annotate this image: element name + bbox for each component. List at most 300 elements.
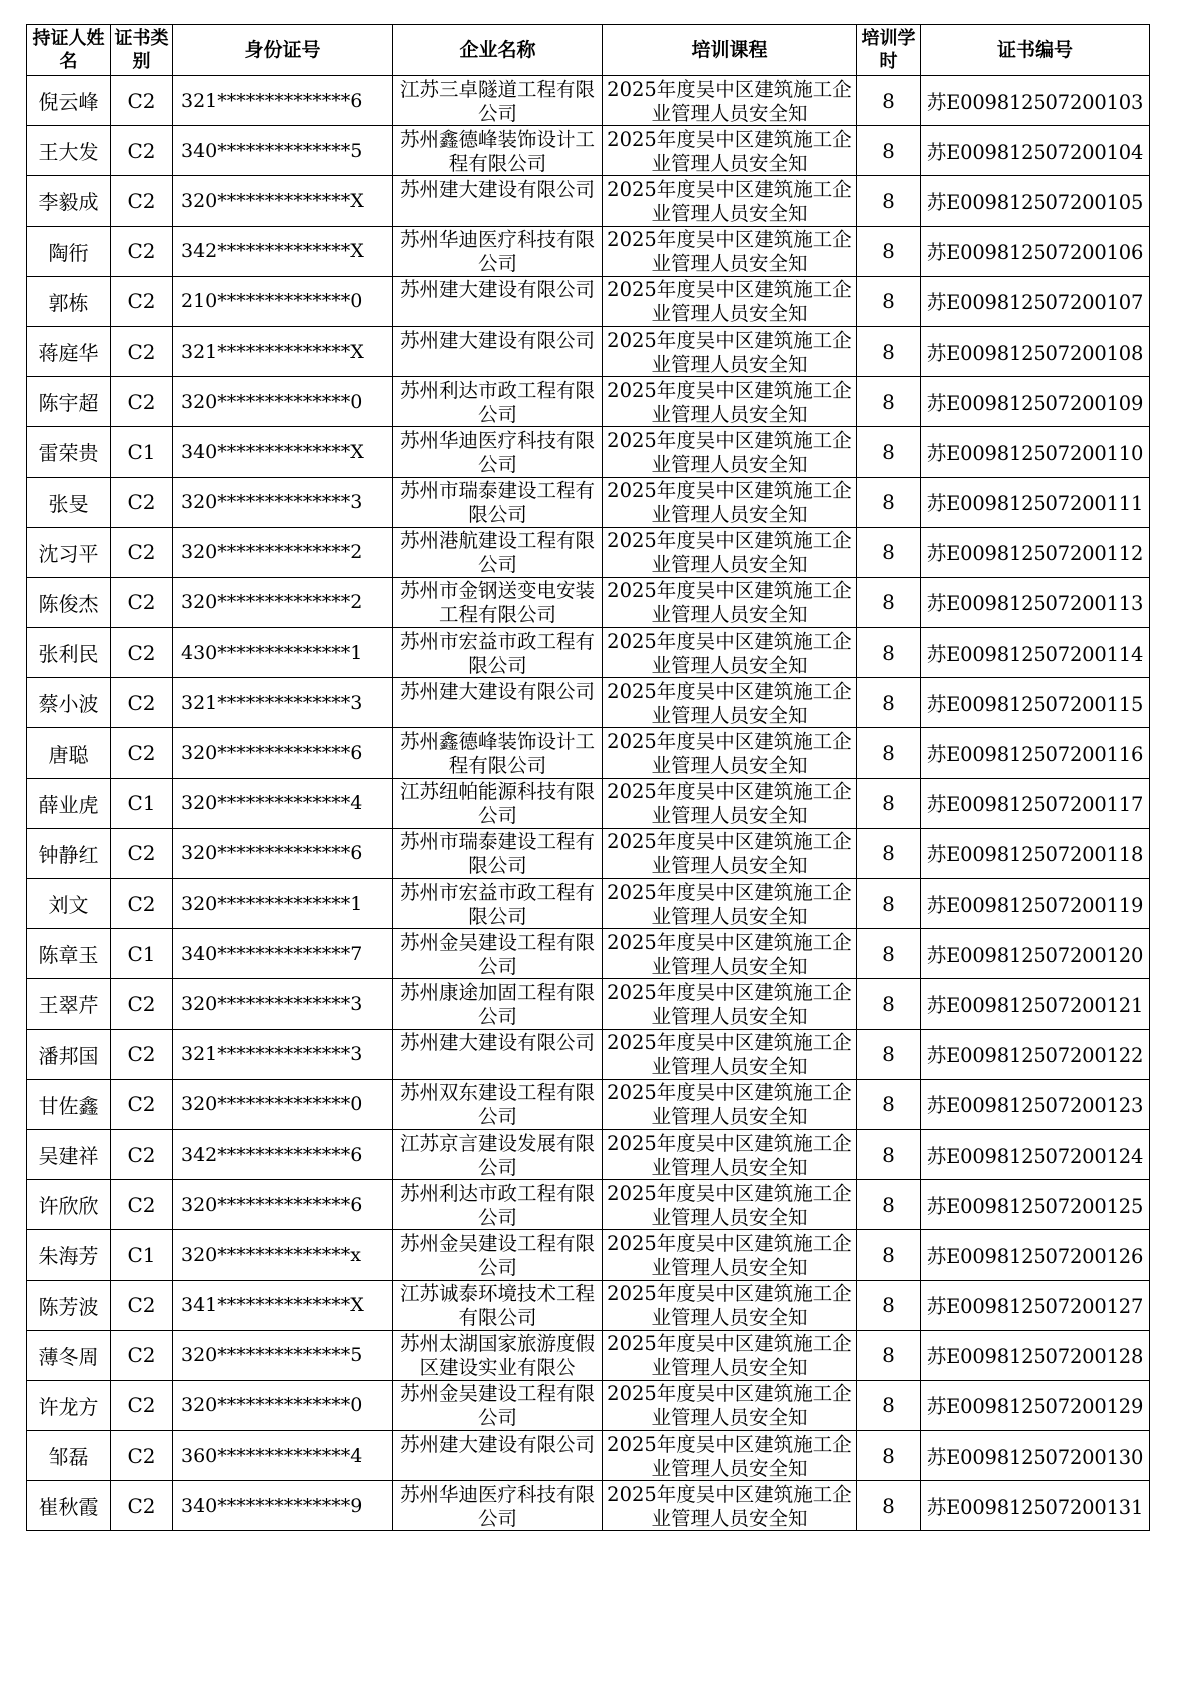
cell-id: 342**************X bbox=[173, 226, 393, 276]
table-row bbox=[27, 276, 1150, 326]
cell-company-text: 苏州建大建设有限公司 bbox=[399, 679, 595, 703]
cell-name: 潘邦国 bbox=[27, 1029, 111, 1079]
cell-course bbox=[603, 1330, 857, 1380]
cell-course bbox=[603, 979, 857, 1029]
table-row bbox=[27, 126, 1150, 176]
cell-type: C2 bbox=[111, 1029, 173, 1079]
cell-cert: 苏E009812507200103 bbox=[921, 76, 1150, 126]
cell-company bbox=[393, 76, 603, 126]
cell-hours: 8 bbox=[857, 1029, 921, 1079]
cell-course bbox=[603, 276, 857, 326]
cell-course-text: 2025年度吴中区建筑施工企业管理人员安全知 bbox=[607, 127, 852, 175]
cell-id: 360**************4 bbox=[173, 1431, 393, 1481]
cell-name: 张利民 bbox=[27, 628, 111, 678]
cell-name: 唐聪 bbox=[27, 728, 111, 778]
cell-company bbox=[393, 628, 603, 678]
cell-hours: 8 bbox=[857, 778, 921, 828]
cell-cert: 苏E009812507200117 bbox=[921, 778, 1150, 828]
cell-id: 342**************6 bbox=[173, 1129, 393, 1179]
cell-company bbox=[393, 778, 603, 828]
cell-course-text: 2025年度吴中区建筑施工企业管理人员安全知 bbox=[607, 1131, 852, 1179]
cell-company bbox=[393, 1380, 603, 1430]
cell-id: 320**************6 bbox=[173, 728, 393, 778]
cell-type: C2 bbox=[111, 326, 173, 376]
cell-cert: 苏E009812507200104 bbox=[921, 126, 1150, 176]
cell-course bbox=[603, 76, 857, 126]
table-row bbox=[27, 1029, 1150, 1079]
cell-hours: 8 bbox=[857, 628, 921, 678]
cell-type: C2 bbox=[111, 879, 173, 929]
cell-company bbox=[393, 828, 603, 878]
cell-course-text: 2025年度吴中区建筑施工企业管理人员安全知 bbox=[607, 1081, 852, 1129]
cell-company bbox=[393, 226, 603, 276]
cell-id: 320**************5 bbox=[173, 1330, 393, 1380]
header-cert: 证书编号 bbox=[921, 25, 1150, 76]
cell-company-text: 苏州金吴建设工程有限公司 bbox=[399, 1231, 595, 1279]
cell-company bbox=[393, 1431, 603, 1481]
cell-name: 李毅成 bbox=[27, 176, 111, 226]
cell-type: C2 bbox=[111, 1431, 173, 1481]
cell-id: 320**************3 bbox=[173, 477, 393, 527]
cell-company-text: 苏州建大建设有限公司 bbox=[399, 278, 595, 302]
cell-company-text: 苏州双东建设工程有限公司 bbox=[399, 1081, 595, 1129]
cell-course bbox=[603, 728, 857, 778]
cell-company-text: 苏州华迪医疗科技有限公司 bbox=[399, 1482, 595, 1530]
cell-name: 蒋庭华 bbox=[27, 326, 111, 376]
cell-name: 吴建祥 bbox=[27, 1129, 111, 1179]
cell-cert: 苏E009812507200116 bbox=[921, 728, 1150, 778]
cell-hours: 8 bbox=[857, 176, 921, 226]
cell-company-text: 苏州市宏益市政工程有限公司 bbox=[399, 629, 595, 677]
table-row bbox=[27, 577, 1150, 627]
cell-name: 刘文 bbox=[27, 879, 111, 929]
cell-cert: 苏E009812507200109 bbox=[921, 377, 1150, 427]
header-name: 持证人姓名 bbox=[27, 25, 111, 76]
cell-hours: 8 bbox=[857, 377, 921, 427]
table-row bbox=[27, 828, 1150, 878]
cell-company-text: 苏州金吴建设工程有限公司 bbox=[399, 1382, 595, 1430]
cell-hours: 8 bbox=[857, 929, 921, 979]
cell-id: 340**************5 bbox=[173, 126, 393, 176]
cell-id: 210**************0 bbox=[173, 276, 393, 326]
cell-id: 321**************6 bbox=[173, 76, 393, 126]
table-row bbox=[27, 377, 1150, 427]
cell-id: 320**************x bbox=[173, 1230, 393, 1280]
cell-type: C2 bbox=[111, 377, 173, 427]
cell-name: 薄冬周 bbox=[27, 1330, 111, 1380]
cell-hours: 8 bbox=[857, 1079, 921, 1129]
cell-company-text: 苏州市瑞泰建设工程有限公司 bbox=[399, 479, 595, 527]
table-row bbox=[27, 326, 1150, 376]
cell-course-text: 2025年度吴中区建筑施工企业管理人员安全知 bbox=[607, 830, 852, 878]
cell-cert: 苏E009812507200105 bbox=[921, 176, 1150, 226]
cell-hours: 8 bbox=[857, 1129, 921, 1179]
cell-id: 320**************3 bbox=[173, 979, 393, 1029]
cell-name: 陈章玉 bbox=[27, 929, 111, 979]
cell-company bbox=[393, 879, 603, 929]
cell-id: 320**************0 bbox=[173, 1380, 393, 1430]
cell-company-text: 江苏纽帕能源科技有限公司 bbox=[399, 780, 595, 828]
certificate-table bbox=[26, 24, 1150, 1531]
table-row bbox=[27, 477, 1150, 527]
cell-company bbox=[393, 728, 603, 778]
cell-company bbox=[393, 1180, 603, 1230]
cell-hours: 8 bbox=[857, 276, 921, 326]
cell-cert: 苏E009812507200118 bbox=[921, 828, 1150, 878]
table-row bbox=[27, 1079, 1150, 1129]
cell-course bbox=[603, 326, 857, 376]
cell-name: 甘佐鑫 bbox=[27, 1079, 111, 1129]
cell-hours: 8 bbox=[857, 527, 921, 577]
cell-cert: 苏E009812507200113 bbox=[921, 577, 1150, 627]
cell-company bbox=[393, 1129, 603, 1179]
cell-company bbox=[393, 176, 603, 226]
cell-id: 320**************6 bbox=[173, 828, 393, 878]
cell-course-text: 2025年度吴中区建筑施工企业管理人员安全知 bbox=[607, 177, 852, 225]
cell-id: 320**************0 bbox=[173, 1079, 393, 1129]
cell-type: C2 bbox=[111, 728, 173, 778]
cell-hours: 8 bbox=[857, 126, 921, 176]
cell-company-text: 苏州鑫德峰装饰设计工程有限公司 bbox=[399, 730, 595, 778]
table-row bbox=[27, 1380, 1150, 1430]
cell-cert: 苏E009812507200108 bbox=[921, 326, 1150, 376]
cell-company-text: 苏州利达市政工程有限公司 bbox=[399, 378, 595, 426]
cell-course bbox=[603, 1029, 857, 1079]
cell-id: 321**************3 bbox=[173, 1029, 393, 1079]
cell-type: C2 bbox=[111, 477, 173, 527]
cell-course-text: 2025年度吴中区建筑施工企业管理人员安全知 bbox=[607, 930, 852, 978]
cell-type: C2 bbox=[111, 1330, 173, 1380]
cell-cert: 苏E009812507200112 bbox=[921, 527, 1150, 577]
cell-type: C2 bbox=[111, 1129, 173, 1179]
cell-company bbox=[393, 377, 603, 427]
cell-company-text: 苏州金吴建设工程有限公司 bbox=[399, 930, 595, 978]
cell-name: 邹磊 bbox=[27, 1431, 111, 1481]
cell-course-text: 2025年度吴中区建筑施工企业管理人员安全知 bbox=[607, 780, 852, 828]
cell-company bbox=[393, 1481, 603, 1531]
cell-type: C2 bbox=[111, 276, 173, 326]
cell-course-text: 2025年度吴中区建筑施工企业管理人员安全知 bbox=[607, 1382, 852, 1430]
cell-company bbox=[393, 326, 603, 376]
cell-course-text: 2025年度吴中区建筑施工企业管理人员安全知 bbox=[607, 328, 852, 376]
cell-course bbox=[603, 176, 857, 226]
cell-type: C2 bbox=[111, 1280, 173, 1330]
cell-company bbox=[393, 929, 603, 979]
cell-company bbox=[393, 477, 603, 527]
cell-course-text: 2025年度吴中区建筑施工企业管理人员安全知 bbox=[607, 428, 852, 476]
cell-id: 340**************9 bbox=[173, 1481, 393, 1531]
cell-name: 陈芳波 bbox=[27, 1280, 111, 1330]
cell-course bbox=[603, 828, 857, 878]
cell-company-text: 江苏三卓隧道工程有限公司 bbox=[399, 77, 595, 125]
cell-name: 张旻 bbox=[27, 477, 111, 527]
cell-course bbox=[603, 1079, 857, 1129]
cell-company-text: 苏州鑫德峰装饰设计工程有限公司 bbox=[399, 127, 595, 175]
cell-course-text: 2025年度吴中区建筑施工企业管理人员安全知 bbox=[607, 529, 852, 577]
cell-company-text: 苏州康途加固工程有限公司 bbox=[399, 980, 595, 1028]
cell-name: 沈习平 bbox=[27, 527, 111, 577]
cell-type: C2 bbox=[111, 1380, 173, 1430]
cell-cert: 苏E009812507200124 bbox=[921, 1129, 1150, 1179]
cell-company bbox=[393, 577, 603, 627]
cell-id: 320**************6 bbox=[173, 1180, 393, 1230]
cell-company-text: 苏州华迪医疗科技有限公司 bbox=[399, 428, 595, 476]
cell-cert: 苏E009812507200129 bbox=[921, 1380, 1150, 1430]
cell-course bbox=[603, 226, 857, 276]
table-row bbox=[27, 778, 1150, 828]
cell-name: 王大发 bbox=[27, 126, 111, 176]
cell-hours: 8 bbox=[857, 326, 921, 376]
table-row bbox=[27, 1180, 1150, 1230]
cell-name: 陶衎 bbox=[27, 226, 111, 276]
cell-course-text: 2025年度吴中区建筑施工企业管理人员安全知 bbox=[607, 1432, 852, 1480]
cell-cert: 苏E009812507200128 bbox=[921, 1330, 1150, 1380]
table-row bbox=[27, 1330, 1150, 1380]
table-row bbox=[27, 527, 1150, 577]
cell-course bbox=[603, 1180, 857, 1230]
cell-company bbox=[393, 1330, 603, 1380]
header-type: 证书类别 bbox=[111, 25, 173, 76]
cell-id: 340**************X bbox=[173, 427, 393, 477]
cell-cert: 苏E009812507200119 bbox=[921, 879, 1150, 929]
cell-hours: 8 bbox=[857, 1280, 921, 1330]
cell-company bbox=[393, 527, 603, 577]
cell-company-text: 苏州建大建设有限公司 bbox=[399, 328, 595, 352]
cell-cert: 苏E009812507200121 bbox=[921, 979, 1150, 1029]
cell-company bbox=[393, 126, 603, 176]
cell-course-text: 2025年度吴中区建筑施工企业管理人员安全知 bbox=[607, 77, 852, 125]
cell-name: 雷荣贵 bbox=[27, 427, 111, 477]
cell-hours: 8 bbox=[857, 477, 921, 527]
cell-course-text: 2025年度吴中区建筑施工企业管理人员安全知 bbox=[607, 378, 852, 426]
cell-name: 陈宇超 bbox=[27, 377, 111, 427]
cell-id: 320**************1 bbox=[173, 879, 393, 929]
cell-company bbox=[393, 276, 603, 326]
cell-company-text: 苏州市瑞泰建设工程有限公司 bbox=[399, 830, 595, 878]
cell-course bbox=[603, 427, 857, 477]
cell-id: 320**************0 bbox=[173, 377, 393, 427]
cell-hours: 8 bbox=[857, 1431, 921, 1481]
cell-company bbox=[393, 979, 603, 1029]
cell-hours: 8 bbox=[857, 879, 921, 929]
cell-course bbox=[603, 628, 857, 678]
cell-course bbox=[603, 577, 857, 627]
cell-hours: 8 bbox=[857, 577, 921, 627]
cell-cert: 苏E009812507200123 bbox=[921, 1079, 1150, 1129]
cell-course-text: 2025年度吴中区建筑施工企业管理人员安全知 bbox=[607, 730, 852, 778]
table-row bbox=[27, 226, 1150, 276]
cell-cert: 苏E009812507200130 bbox=[921, 1431, 1150, 1481]
cell-company-text: 苏州太湖国家旅游度假区建设实业有限公 bbox=[399, 1332, 595, 1380]
cell-type: C1 bbox=[111, 778, 173, 828]
cell-type: C2 bbox=[111, 527, 173, 577]
cell-company-text: 苏州建大建设有限公司 bbox=[399, 1432, 595, 1456]
cell-company bbox=[393, 1029, 603, 1079]
cell-type: C2 bbox=[111, 1079, 173, 1129]
cell-type: C2 bbox=[111, 176, 173, 226]
cell-name: 许欣欣 bbox=[27, 1180, 111, 1230]
cell-company bbox=[393, 1079, 603, 1129]
cell-hours: 8 bbox=[857, 1180, 921, 1230]
cell-company-text: 苏州建大建设有限公司 bbox=[399, 1031, 595, 1055]
cell-hours: 8 bbox=[857, 1330, 921, 1380]
cell-cert: 苏E009812507200126 bbox=[921, 1230, 1150, 1280]
cell-course bbox=[603, 126, 857, 176]
cell-company bbox=[393, 1230, 603, 1280]
cell-type: C2 bbox=[111, 979, 173, 1029]
cell-type: C2 bbox=[111, 1180, 173, 1230]
cell-id: 321**************X bbox=[173, 326, 393, 376]
cell-hours: 8 bbox=[857, 828, 921, 878]
cell-name: 朱海芳 bbox=[27, 1230, 111, 1280]
table-row bbox=[27, 1431, 1150, 1481]
cell-course-text: 2025年度吴中区建筑施工企业管理人员安全知 bbox=[607, 980, 852, 1028]
cell-company-text: 苏州建大建设有限公司 bbox=[399, 177, 595, 201]
cell-type: C2 bbox=[111, 226, 173, 276]
cell-id: 340**************7 bbox=[173, 929, 393, 979]
cell-course-text: 2025年度吴中区建筑施工企业管理人员安全知 bbox=[607, 1231, 852, 1279]
cell-company-text: 江苏诚泰环境技术工程有限公司 bbox=[399, 1282, 595, 1330]
table-row bbox=[27, 979, 1150, 1029]
cell-name: 崔秋霞 bbox=[27, 1481, 111, 1531]
cell-course bbox=[603, 477, 857, 527]
cell-course bbox=[603, 527, 857, 577]
cell-course-text: 2025年度吴中区建筑施工企业管理人员安全知 bbox=[607, 1031, 852, 1079]
cell-course-text: 2025年度吴中区建筑施工企业管理人员安全知 bbox=[607, 479, 852, 527]
cell-cert: 苏E009812507200131 bbox=[921, 1481, 1150, 1531]
table-row bbox=[27, 1230, 1150, 1280]
cell-cert: 苏E009812507200114 bbox=[921, 628, 1150, 678]
table-row bbox=[27, 427, 1150, 477]
cell-course-text: 2025年度吴中区建筑施工企业管理人员安全知 bbox=[607, 579, 852, 627]
cell-name: 蔡小波 bbox=[27, 678, 111, 728]
cell-cert: 苏E009812507200111 bbox=[921, 477, 1150, 527]
cell-course bbox=[603, 1129, 857, 1179]
table-row bbox=[27, 879, 1150, 929]
table-row bbox=[27, 1481, 1150, 1531]
cell-hours: 8 bbox=[857, 1380, 921, 1430]
cell-course-text: 2025年度吴中区建筑施工企业管理人员安全知 bbox=[607, 679, 852, 727]
cell-cert: 苏E009812507200106 bbox=[921, 226, 1150, 276]
cell-name: 倪云峰 bbox=[27, 76, 111, 126]
cell-name: 郭栋 bbox=[27, 276, 111, 326]
header-hours: 培训学时 bbox=[857, 25, 921, 76]
cell-type: C2 bbox=[111, 828, 173, 878]
cell-course bbox=[603, 678, 857, 728]
cell-type: C2 bbox=[111, 126, 173, 176]
cell-cert: 苏E009812507200115 bbox=[921, 678, 1150, 728]
cell-hours: 8 bbox=[857, 1230, 921, 1280]
cell-type: C2 bbox=[111, 1481, 173, 1531]
cell-company-text: 江苏京言建设发展有限公司 bbox=[399, 1131, 595, 1179]
table-body bbox=[27, 76, 1150, 1531]
cell-hours: 8 bbox=[857, 1481, 921, 1531]
cell-name: 钟静红 bbox=[27, 828, 111, 878]
cell-hours: 8 bbox=[857, 979, 921, 1029]
cell-id: 320**************4 bbox=[173, 778, 393, 828]
cell-company-text: 苏州利达市政工程有限公司 bbox=[399, 1181, 595, 1229]
cell-name: 王翠芹 bbox=[27, 979, 111, 1029]
table-row bbox=[27, 1280, 1150, 1330]
cell-cert: 苏E009812507200107 bbox=[921, 276, 1150, 326]
cell-course bbox=[603, 1230, 857, 1280]
cell-hours: 8 bbox=[857, 728, 921, 778]
cell-cert: 苏E009812507200127 bbox=[921, 1280, 1150, 1330]
cell-company-text: 苏州港航建设工程有限公司 bbox=[399, 529, 595, 577]
cell-course-text: 2025年度吴中区建筑施工企业管理人员安全知 bbox=[607, 1332, 852, 1380]
cell-course-text: 2025年度吴中区建筑施工企业管理人员安全知 bbox=[607, 1181, 852, 1229]
cell-cert: 苏E009812507200125 bbox=[921, 1180, 1150, 1230]
cell-hours: 8 bbox=[857, 76, 921, 126]
table-row bbox=[27, 76, 1150, 126]
cell-company-text: 苏州市金钢送变电安装工程有限公司 bbox=[399, 579, 595, 627]
cell-id: 430**************1 bbox=[173, 628, 393, 678]
table-row bbox=[27, 678, 1150, 728]
cell-course bbox=[603, 1481, 857, 1531]
cell-course-text: 2025年度吴中区建筑施工企业管理人员安全知 bbox=[607, 278, 852, 326]
cell-name: 陈俊杰 bbox=[27, 577, 111, 627]
cell-type: C1 bbox=[111, 1230, 173, 1280]
cell-hours: 8 bbox=[857, 226, 921, 276]
cell-course-text: 2025年度吴中区建筑施工企业管理人员安全知 bbox=[607, 1282, 852, 1330]
cell-course bbox=[603, 879, 857, 929]
cell-cert: 苏E009812507200120 bbox=[921, 929, 1150, 979]
cell-course-text: 2025年度吴中区建筑施工企业管理人员安全知 bbox=[607, 1482, 852, 1530]
cell-type: C2 bbox=[111, 76, 173, 126]
cell-id: 341**************X bbox=[173, 1280, 393, 1330]
cell-course bbox=[603, 377, 857, 427]
cell-company-text: 苏州市宏益市政工程有限公司 bbox=[399, 880, 595, 928]
header-company: 企业名称 bbox=[393, 25, 603, 76]
cell-company bbox=[393, 427, 603, 477]
cell-id: 320**************2 bbox=[173, 577, 393, 627]
table-row bbox=[27, 628, 1150, 678]
cell-cert: 苏E009812507200110 bbox=[921, 427, 1150, 477]
cell-company-text: 苏州华迪医疗科技有限公司 bbox=[399, 228, 595, 276]
cell-course-text: 2025年度吴中区建筑施工企业管理人员安全知 bbox=[607, 228, 852, 276]
cell-company bbox=[393, 1280, 603, 1330]
cell-id: 321**************3 bbox=[173, 678, 393, 728]
cell-type: C2 bbox=[111, 628, 173, 678]
cell-id: 320**************2 bbox=[173, 527, 393, 577]
cell-cert: 苏E009812507200122 bbox=[921, 1029, 1150, 1079]
table-row bbox=[27, 728, 1150, 778]
cell-course bbox=[603, 1280, 857, 1330]
cell-type: C2 bbox=[111, 678, 173, 728]
table-row bbox=[27, 176, 1150, 226]
cell-type: C1 bbox=[111, 427, 173, 477]
header-row bbox=[27, 25, 1150, 76]
table-row bbox=[27, 929, 1150, 979]
cell-hours: 8 bbox=[857, 678, 921, 728]
cell-course bbox=[603, 1431, 857, 1481]
cell-name: 薛业虎 bbox=[27, 778, 111, 828]
cell-type: C1 bbox=[111, 929, 173, 979]
cell-type: C2 bbox=[111, 577, 173, 627]
cell-course-text: 2025年度吴中区建筑施工企业管理人员安全知 bbox=[607, 880, 852, 928]
cell-hours: 8 bbox=[857, 427, 921, 477]
header-id: 身份证号 bbox=[173, 25, 393, 76]
cell-company bbox=[393, 678, 603, 728]
cell-course-text: 2025年度吴中区建筑施工企业管理人员安全知 bbox=[607, 629, 852, 677]
cell-course bbox=[603, 778, 857, 828]
cell-course bbox=[603, 929, 857, 979]
cell-id: 320**************X bbox=[173, 176, 393, 226]
cell-name: 许龙方 bbox=[27, 1380, 111, 1430]
table-row bbox=[27, 1129, 1150, 1179]
header-course: 培训课程 bbox=[603, 25, 857, 76]
cell-course bbox=[603, 1380, 857, 1430]
